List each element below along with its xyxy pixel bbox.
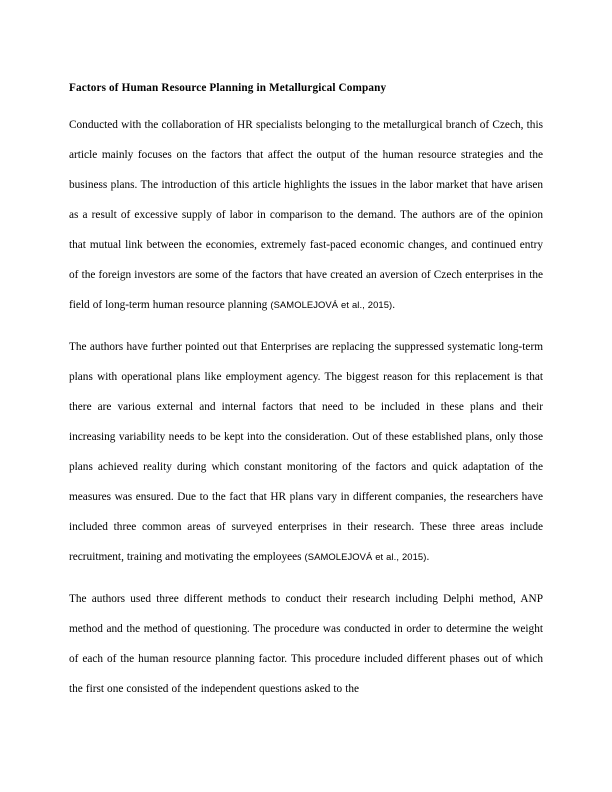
paragraph-1-citation: (SAMOLEJOVÁ et al., 2015): [270, 299, 393, 310]
paragraph-2-citation: (SAMOLEJOVÁ et al., 2015): [304, 551, 427, 562]
paragraph-2-text: The authors have further pointed out that Enterprises are replacing the suppressed systematic long-term plans with operational plans like employment agency. The biggest reason for this replacement is that there are various external and internal factors that need to be included in these plans and their increasing variability needs to be kept into the consideration. Out of these established plans, only those plans achieved reality during which constant monitoring of the factors and quick adaptation of the measures was ensured. Due to the fact that HR plans vary in different companies, the researchers have included three common areas of surveyed enterprises in their research. These three areas include recruitment, training and motivating the employees: [69, 341, 543, 563]
page-title: Factors of Human Resource Planning in Metallurgical Company: [69, 82, 387, 94]
paragraph-2-text-tail: .: [426, 551, 430, 563]
paragraph-1-text-tail: .: [392, 299, 396, 311]
paragraph-1-text: Conducted with the collaboration of HR specialists belonging to the metallurgical branch of Czech, this article mainly focuses on the factors that affect the output of the human resource strategies and the business plans. The introduction of this article highlights the issues in the labor market that have arisen as a result of excessive supply of labor in comparison to the demand. The authors are of the opinion that mutual link between the economies, extremely fast-paced economic changes, and continued entry of the foreign investors are some of the factors that have created an aversion of Czech enterprises in the field of long-term human resource planning: [69, 119, 543, 311]
paragraph-2: [69, 332, 543, 572]
paragraph-3: [69, 584, 543, 704]
document-body: [69, 110, 543, 704]
paragraph-3-text: The authors used three different methods to conduct their research including Delphi method, ANP method and the method of questioning. The procedure was conducted in order to determine the weight of each of the human resource planning factor. This procedure included different phases out of which the first one consisted of the independent questions asked to the: [69, 593, 543, 695]
paragraph-1: [69, 110, 543, 320]
